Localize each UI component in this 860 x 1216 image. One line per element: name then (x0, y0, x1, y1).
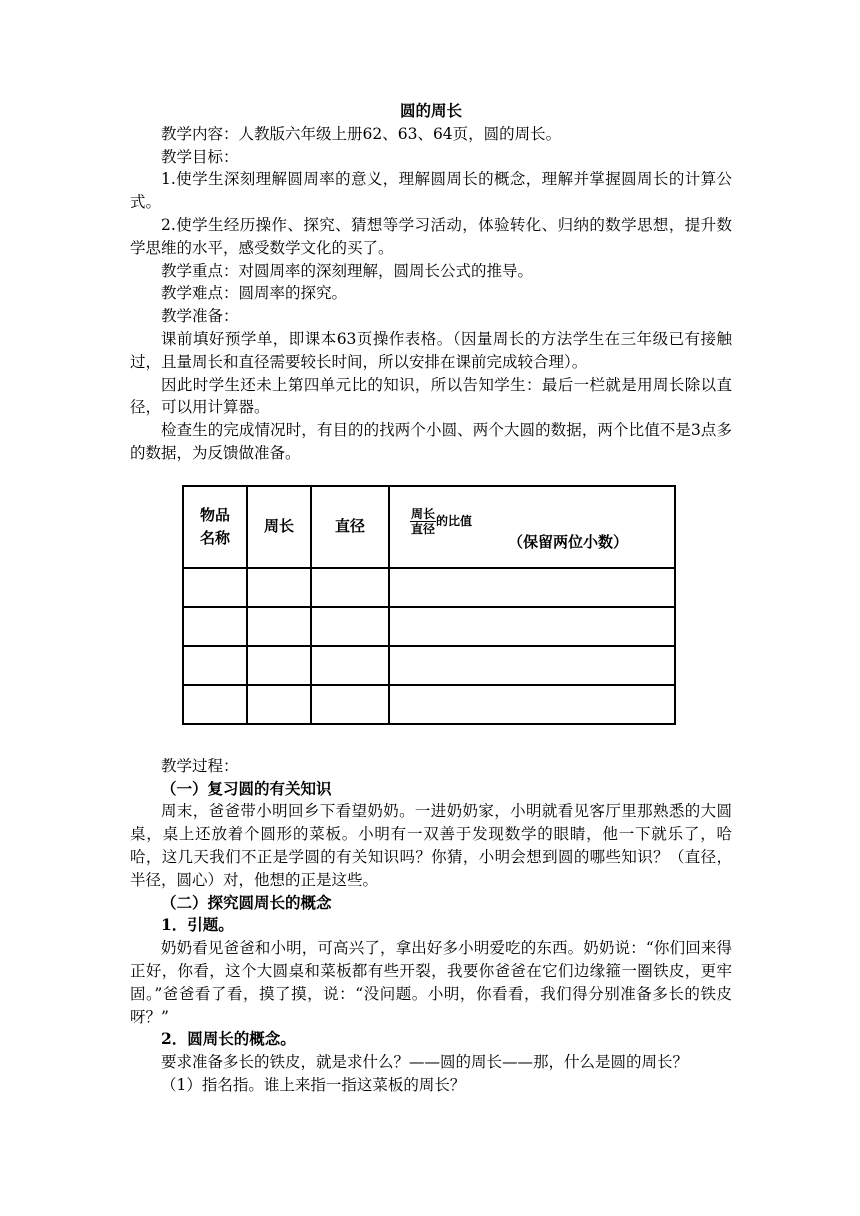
table-cell (389, 568, 675, 607)
pre-study-table (182, 485, 676, 725)
table-cell (247, 685, 311, 724)
teaching-content: 教学内容：人教版六年级上册62、63、64页，圆的周长。 (161, 124, 562, 143)
table-cell (389, 607, 675, 646)
table-cell (389, 646, 675, 685)
table-cell (183, 646, 247, 685)
table-cell (311, 646, 389, 685)
table-row (183, 646, 675, 685)
subsection-1-title: 1．引题。 (161, 915, 234, 935)
table-cell (247, 646, 311, 685)
header-circumference: 周长 (247, 486, 311, 568)
subsection-2-title: 2．圆周长的概念。 (161, 1029, 296, 1049)
prep-2: 因此时学生还未上第四单元比的知识，所以告知学生：最后一栏就是用周长除以直径，可以用计算器。 (130, 375, 732, 417)
ratio-note: （保留两位小数） (508, 532, 629, 551)
table-row (183, 685, 675, 724)
header-item-name (183, 486, 247, 568)
prep-label: 教学准备： (161, 307, 239, 326)
subsection-2-text: 要求准备多长的铁皮，就是求什么？——圆的周长——那，什么是圆的周长？ (161, 1053, 689, 1072)
goal-1: 1.使学生深刻理解圆周率的意义，理解圆周长的概念，理解并掌握圆周长的计算公式。 (130, 170, 732, 212)
doc-title: 圆的周长 (399, 101, 462, 120)
section-1-text: 周末，爸爸带小明回乡下看望奶奶。一进奶奶家，小明就看见客厅里那熟悉的大圆桌，桌上还放着个圆形的菜板。小明有一双善于发现数学的眼睛，他一下就乐了，哈哈，这几天我们不正是学圆的有关知识吗？你猜，小明会想到圆的哪些知识？（直径，半径，圆心）对，他想的正是这些。 (130, 802, 732, 889)
table-cell (247, 607, 311, 646)
header-item-name-line2: 名称 (199, 528, 230, 547)
section-2-title: （二）探究圆周长的概念 (161, 892, 332, 912)
prep-1: 课前填好预学单，即课本63页操作表格。（因量周长的方法学生在三年级已有接触过，且量周长和直径需要较长时间，所以安排在课前完成较合理）。 (130, 329, 732, 371)
table-cell (389, 685, 675, 724)
table-cell (311, 685, 389, 724)
ratio-denominator: 直径 (411, 521, 436, 536)
header-diameter: 直径 (311, 486, 389, 568)
table-cell (183, 607, 247, 646)
table-cell (183, 568, 247, 607)
table-cell (311, 568, 389, 607)
table-row (183, 607, 675, 646)
subsection-2-item-1: （1）指名指。谁上来指一指这菜板的周长？ (161, 1075, 466, 1094)
section-1-title: （一）复习圆的有关知识 (161, 778, 332, 798)
document-page (130, 100, 732, 1097)
ratio-numerator: 周长 (411, 506, 436, 521)
prep-3: 检查生的完成情况时，有目的的找两个小圆、两个大圆的数据，两个比值不是3点多的数据，为反馈做准备。 (130, 421, 732, 462)
table-cell (183, 685, 247, 724)
key-point: 教学重点：对圆周率的深刻理解，圆周长公式的推导。 (161, 261, 534, 280)
process-label: 教学过程： (161, 756, 239, 775)
table-row (183, 568, 675, 607)
table-header-row (183, 486, 675, 568)
goals-label: 教学目标： (161, 147, 239, 166)
header-ratio (389, 486, 675, 568)
ratio-formula (410, 507, 472, 536)
difficulty: 教学难点：圆周率的探究。 (161, 284, 348, 303)
ratio-fraction (410, 507, 436, 536)
header-item-name-line1: 物品 (199, 505, 230, 524)
goal-2: 2.使学生经历操作、探究、猜想等学习活动，体验转化、归纳的数学思想，提升数学思维的水平，感受数学文化的买了。 (130, 215, 732, 257)
subsection-1-text: 奶奶看见爸爸和小明，可高兴了，拿出好多小明爱吃的东西。奶奶说：“你们回来得正好，你看，这个大圆桌和菜板都有些开裂，我要你爸爸在它们边缘箍一圈铁皮，更牢固。”爸爸看了看，摸了摸，说：“没问题。小明，你看看，我们得分别准备多长的铁皮呀？” (130, 939, 732, 1026)
ratio-suffix: 的比值 (436, 513, 473, 528)
table-cell (247, 568, 311, 607)
table-cell (311, 607, 389, 646)
